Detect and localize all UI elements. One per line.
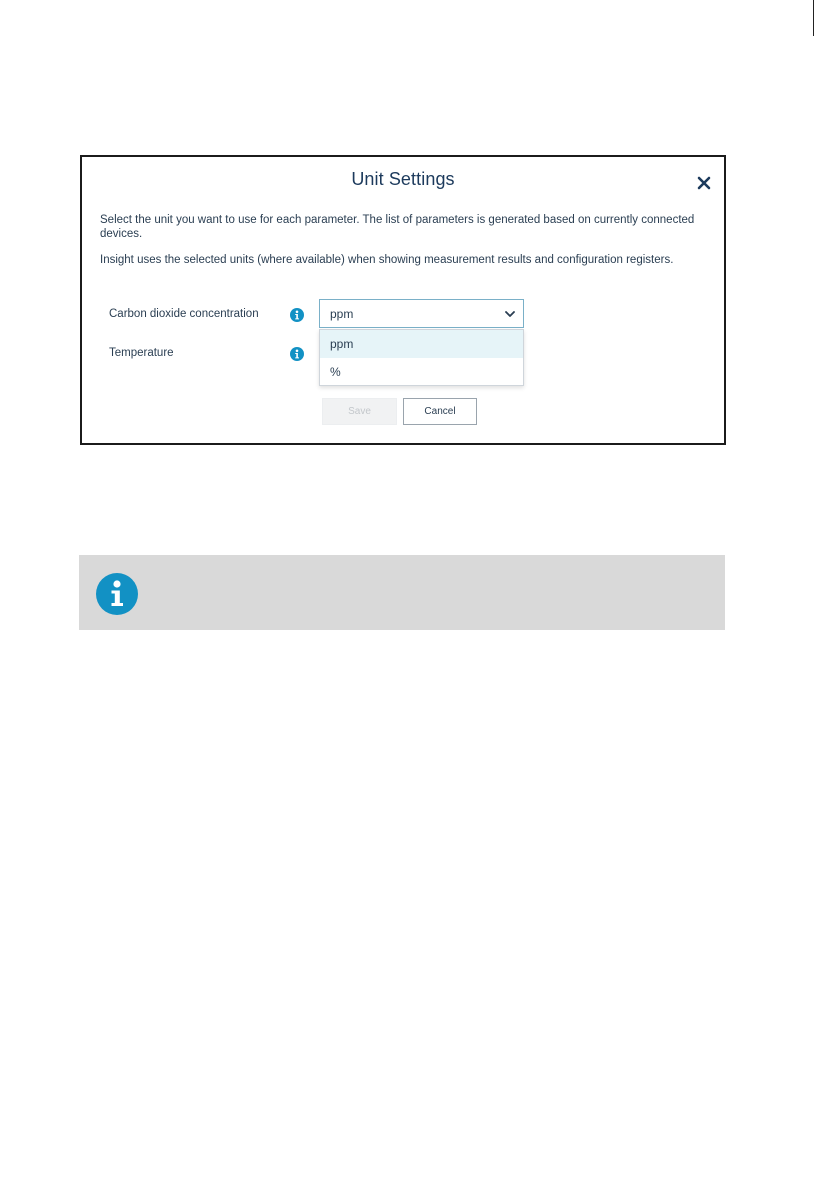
chevron-down-icon <box>504 309 516 319</box>
close-icon[interactable] <box>697 176 711 190</box>
info-circle-icon <box>96 573 138 615</box>
dropdown-option-percent[interactable]: % <box>330 365 341 379</box>
param-label-temperature: Temperature <box>109 347 174 359</box>
dialog-title: Unit Settings <box>351 169 455 189</box>
dropdown-option-ppm[interactable]: ppm <box>320 330 523 358</box>
save-button[interactable]: Save <box>322 398 397 425</box>
dialog-intro <box>100 214 710 268</box>
cancel-button[interactable]: Cancel <box>403 398 477 425</box>
co2-unit-select[interactable] <box>319 299 524 328</box>
info-icon[interactable] <box>290 347 304 361</box>
page-edge-line <box>813 0 814 36</box>
select-value: ppm <box>330 307 354 321</box>
unit-settings-dialog <box>80 155 726 445</box>
intro-paragraph-1: Select the unit you want to use for each parameter. The list of parameters is generated based on currently connected devices. <box>100 214 695 240</box>
note-box <box>79 555 725 630</box>
intro-paragraph-2: Insight uses the selected units (where available) when showing measurement results and configuration registers. <box>100 254 674 266</box>
info-icon[interactable] <box>290 308 304 322</box>
unit-dropdown-menu <box>319 329 524 386</box>
param-label-co2: Carbon dioxide concentration <box>109 308 259 320</box>
